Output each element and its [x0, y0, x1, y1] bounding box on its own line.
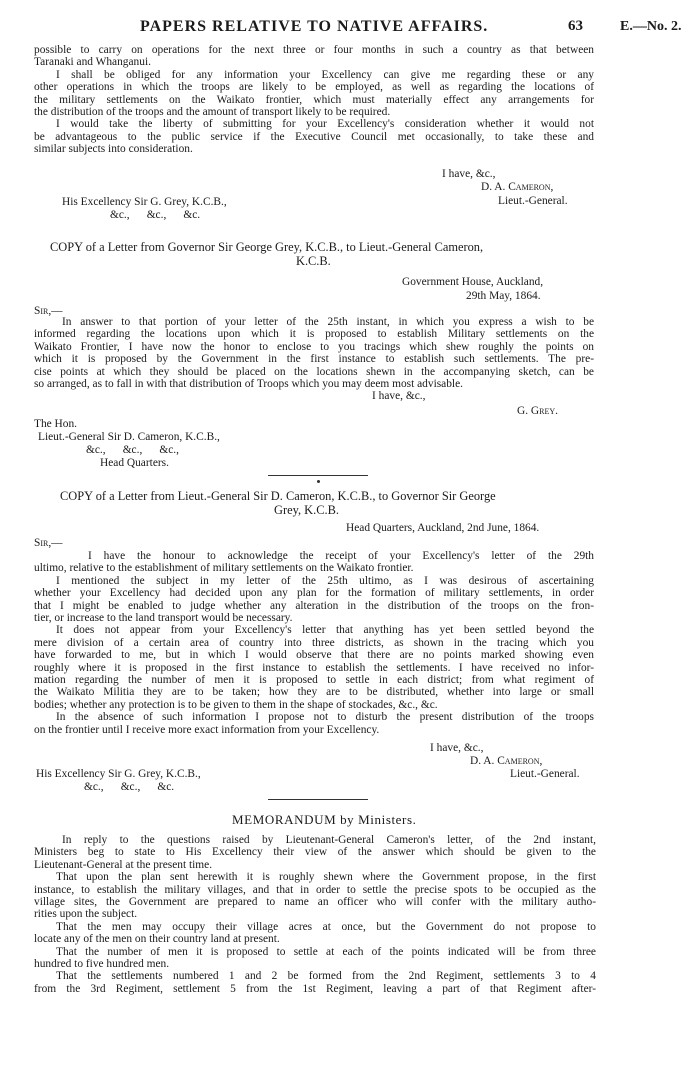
- body-line: possible to carry on operations for the next three or four months in such a country as that between: [34, 44, 594, 56]
- body-line: the distribution of the troops and the amount of transport likely to be required.: [34, 106, 391, 119]
- body-line: the Waikato Militia they are to be taken; how they are to be distributed, whether into large or small: [34, 686, 594, 699]
- letter3-salutation: Sir,—: [34, 537, 63, 549]
- body-line: That the settlements numbered 1 and 2 be formed from the 2nd Regiment, settlements 3 to 4: [56, 970, 596, 983]
- body-line: Ministers beg to state to His Excellency their view of the answer which should be given to the: [34, 846, 596, 859]
- letter3-rank: Lieut.-General.: [510, 768, 580, 780]
- letter1-body: [34, 44, 594, 156]
- body-line: bodies; whether any protection is to be given to them in the shape of stockades, &c., &c.: [34, 698, 438, 711]
- letter3-heading-line1: COPY of a Letter from Lieut.-General Sir D. Cameron, K.C.B., to Governor Sir George: [60, 489, 496, 503]
- letter2-addressee-line4: Head Quarters.: [100, 457, 169, 469]
- body-line: mere division of a certain area of country into three districts, as shown in the tracing which you: [34, 636, 594, 649]
- body-line: I shall be obliged for any information your Excellency can give me regarding these or any: [56, 68, 594, 81]
- body-line: That upon the plan sent herewith it is roughly shewn where the Government propose, in the first: [56, 871, 596, 884]
- letter2-heading-line2: K.C.B.: [296, 254, 331, 268]
- body-line: instance, to establish the military villages, and that in order to settle the precise spots to be occupied as the: [34, 883, 596, 896]
- body-line: have forwarded to me, but in which I would observe that there are no points marked showing even: [34, 649, 594, 662]
- body-line: That the men may occupy their village acres at once, but the Government do not propose to: [56, 920, 596, 933]
- body-line: In the absence of such information I propose not to disturb the present distribution of the troops: [56, 711, 594, 724]
- body-line: so arranged, as to fall in with that distribution of Troops which you may deem most advisable.: [34, 378, 463, 391]
- letter2-addressee-line1: The Hon.: [34, 418, 78, 430]
- body-line: mation regarding the number of men it is proposed to settle in each district; from what regiment of: [34, 674, 594, 687]
- divider-dot: [317, 480, 320, 483]
- section-divider: [268, 799, 368, 800]
- body-line: hundred to five hundred men.: [34, 958, 170, 971]
- body-line: In answer to that portion of your letter of the 25th instant, in which you express a wish to be: [62, 316, 594, 328]
- body-line: I have the honour to acknowledge the receipt of your Excellency's letter of the 29th: [88, 550, 594, 562]
- letter1-closing: I have, &c.,: [442, 168, 496, 180]
- body-line: that I might be enabled to judge whether any alteration in the distribution of the troops on the fron-: [34, 599, 594, 612]
- body-line: whether your Excellency had decided upon any plan for the formation of military settlements, in order: [34, 587, 594, 600]
- body-line: Lieutenant-General at the present time.: [34, 858, 213, 871]
- running-header-title: PAPERS RELATIVE TO NATIVE AFFAIRS.: [140, 18, 489, 35]
- document-reference: E.—No. 2.: [620, 19, 682, 34]
- letter3-signature: D. A. Cameron,: [470, 755, 543, 767]
- letter2-salutation: Sir,—: [34, 305, 63, 317]
- body-line: I mentioned the subject in my letter of the 25th ultimo, as I was desirous of ascertaining: [56, 574, 594, 587]
- letter3-heading-line2: Grey, K.C.B.: [274, 503, 339, 517]
- letter2-heading-line1: COPY of a Letter from Governor Sir George Grey, K.C.B., to Lieut.-General Cameron,: [50, 240, 484, 254]
- body-line: rities upon the subject.: [34, 908, 138, 921]
- body-line: the military settlements on the Waikato frontier, which must materially effect any arrangements for: [34, 93, 594, 106]
- body-line: similar subjects into consideration.: [34, 143, 193, 156]
- letter2-signature: G. Grey.: [517, 405, 558, 417]
- memorandum-heading: MEMORANDUM by Ministers.: [232, 812, 417, 827]
- body-line: locate any of the men on their country land at present.: [34, 933, 280, 946]
- body-line: It does not appear from your Excellency's letter that anything has yet been settled beyond the: [56, 624, 594, 637]
- letter2-closing: I have, &c.,: [372, 390, 426, 402]
- body-line: In reply to the questions raised by Lieutenant-General Cameron's letter, of the 2nd instant,: [62, 834, 596, 846]
- letter2-place: Government House, Auckland,: [402, 276, 544, 288]
- body-line: on the frontier until I receive more exact information from your Excellency.: [34, 723, 380, 736]
- body-line: tier, or increase to the land transport would be necessary.: [34, 612, 293, 625]
- page-number: 63: [568, 18, 583, 34]
- body-line: village sites, the Government are prepared to name an officer who will confer with the military autho-: [34, 896, 596, 909]
- letter3-body: [34, 550, 594, 736]
- body-line: That the number of men it is proposed to settle at each of the points indicated will be from three: [56, 945, 596, 958]
- memorandum-body: [34, 834, 596, 995]
- letter1-signature: D. A. Cameron,: [481, 181, 554, 193]
- letter2-body: [34, 316, 594, 390]
- letter2-addressee-line3: &c., &c., &c.,: [86, 444, 180, 456]
- body-line: roughly where it is proposed in the first instance to establish the settlements. I have received no infor-: [34, 661, 594, 674]
- body-line: be advantageous to the public service if the Executive Council met occasionally, to take these and: [34, 130, 594, 143]
- letter3-closing: I have, &c.,: [430, 742, 484, 754]
- letter3-addressee-etc: &c., &c., &c.: [84, 781, 175, 793]
- body-line: other operations in which the troops are likely to be employed, as well as regarding the locations of: [34, 81, 594, 94]
- letter2-date: 29th May, 1864.: [466, 290, 541, 302]
- body-line: ultimo, relative to the establishment of military settlements on the Waikato frontier.: [34, 562, 414, 575]
- body-line: informed regarding the locations upon which it is proposed to establish Military settlements on the: [34, 328, 594, 341]
- body-line: Waikato Frontier, I have now the honor to enclose to you tracings which shew roughly the points on: [34, 340, 594, 353]
- body-line: which it is proposed by the Government in the first instance to establish such settlements. The pre-: [34, 353, 594, 366]
- letter3-addressee: His Excellency Sir G. Grey, K.C.B.,: [36, 768, 201, 780]
- body-line: cise points at which they should be placed on the locations shewn in the accompanying sketch, can be: [34, 365, 594, 378]
- letter1-addressee: His Excellency Sir G. Grey, K.C.B.,: [62, 196, 227, 208]
- section-divider: [268, 475, 368, 476]
- body-line: I would take the liberty of submitting for your Excellency's consideration whether it would not: [56, 118, 594, 131]
- body-line: from the 3rd Regiment, settlement 5 from the 1st Regiment, leaving a part of that Regiment after-: [34, 982, 596, 995]
- letter2-addressee-line2: Lieut.-General Sir D. Cameron, K.C.B.,: [38, 431, 220, 443]
- letter1-addressee-etc: &c., &c., &c.: [110, 209, 201, 221]
- letter1-rank: Lieut.-General.: [498, 195, 568, 207]
- letter3-place-date: Head Quarters, Auckland, 2nd June, 1864.: [346, 522, 540, 534]
- body-line: Taranaki and Whanganui.: [34, 56, 151, 69]
